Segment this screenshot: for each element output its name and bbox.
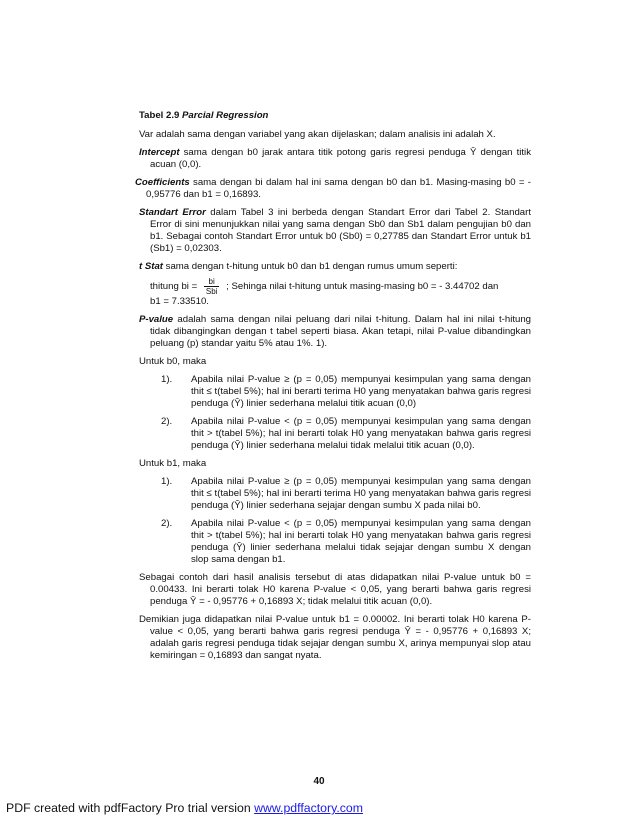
intercept-paragraph bbox=[139, 147, 531, 171]
list-item bbox=[161, 374, 531, 410]
coefficients-term: Coefficients bbox=[135, 177, 190, 188]
list-item bbox=[161, 518, 531, 566]
list-item-number: 2). bbox=[161, 416, 173, 427]
tstat-formula bbox=[139, 277, 531, 296]
pdf-footer bbox=[6, 801, 363, 815]
coefficients-text: sama dengan bi dalam hal ini sama dengan b0 dan b1. Masing-masing b0 = - 0,95776 dan b1 = 0,16893. bbox=[146, 177, 531, 200]
tstat-paragraph bbox=[139, 261, 531, 308]
list-item bbox=[161, 476, 531, 512]
table-caption bbox=[139, 110, 531, 122]
example-paragraph-2: Demikian juga didapatkan nilai P-value untuk b1 = 0.00002. Ini berarti tolak H0 karena P-value < 0,05, yang berarti bahwa garis regresi penduga Ŷ = - 0,95776 + 0,16893 X; adalah garis regresi penduga tidak sejajar dengan sumbu X, arinya mempunyai slop atau kemiringan = 0,16893 dan sangat nyata. bbox=[139, 614, 531, 661]
table-caption-label: Tabel 2.9 bbox=[139, 110, 180, 121]
list-item-number: 1). bbox=[161, 476, 173, 487]
list-item-text: Apabila nilai P-value < (p = 0,05) mempunyai kesimpulan yang sama dengan thit > t(tabel 5%); hal ini berarti tolak H0 yang menyatakan bahwa garis regresi penduga (Ŷ) linier sederhana melalui tidak sejajar dengan sumbu X dengan slop sama dengan b1. bbox=[191, 518, 531, 565]
std-error-paragraph bbox=[139, 207, 531, 255]
pvalue-term: P-value bbox=[139, 314, 174, 325]
tstat-tail: b1 = 7.33510. bbox=[150, 296, 209, 307]
list-item-text: Apabila nilai P-value ≥ (p = 0,05) mempunyai kesimpulan yang sama dengan thit ≤ t(tabel 5%); hal ini berarti terima H0 yang menyatakan bahwa garis regresi penduga (Ŷ) linier sederhana sejajar dengan sumbu X pada nilai b0. bbox=[191, 476, 531, 511]
list-item-text: Apabila nilai P-value ≥ (p = 0,05) mempunyai kesimpulan yang sama dengan thit ≤ t(tabel 5%); hal ini berarti terima H0 yang menyatakan bahwa garis regresi penduga (Ŷ) linier sederhana melalui titik acuan (0,0) bbox=[191, 374, 531, 409]
intercept-text: sama dengan b0 jarak antara titik potong garis regresi penduga Ŷ dengan titik acuan (0,0). bbox=[150, 147, 531, 170]
pvalue-paragraph bbox=[139, 314, 531, 350]
example-paragraph-1: Sebagai contoh dari hasil analisis tersebut di atas didapatkan nilai P-value untuk b0 = 0.00433. Ini berarti tolak H0 karena P-value < 0,05, yang berarti bahwa garis regresi penduga Ŷ = - 0,95776 + 0,16893 X; tidak melalui titik acuan (0,0). bbox=[139, 572, 531, 607]
intro-paragraph: Var adalah sama dengan variabel yang akan dijelaskan; dalam analisis ini adalah X. bbox=[139, 129, 496, 140]
footer-link[interactable]: www.pdffactory.com bbox=[254, 801, 363, 815]
std-error-term: Standart Error bbox=[139, 207, 206, 218]
coefficients-paragraph bbox=[135, 177, 531, 201]
tstat-term: t Stat bbox=[139, 261, 163, 272]
list-item-number: 2). bbox=[161, 518, 173, 529]
intercept-term: Intercept bbox=[139, 147, 180, 158]
b0-list bbox=[161, 374, 531, 452]
list-item-text: Apabila nilai P-value < (p = 0,05) mempunyai kesimpulan yang sama dengan thit > t(tabel 5%); hal ini berarti tolak H0 yang menyatakan bahwa garis regresi penduga (Ŷ) linier sederhana melalui tidak melalui titik acuan (0,0). bbox=[191, 416, 531, 451]
content-column bbox=[135, 110, 531, 668]
fraction-numerator: bi bbox=[204, 277, 220, 287]
b1-heading: Untuk b1, maka bbox=[139, 458, 207, 469]
list-item-number: 1). bbox=[161, 374, 173, 385]
pvalue-text: adalah sama dengan nilai peluang dari nilai t-hitung. Dalam hal ini nilai t-hitung tidak dibangingkan dengan t tabel seperti biasa. Akan tetapi, nilai P-value dibandingkan peluang (p) standar yaitu 5% atau 1%. 1). bbox=[150, 314, 531, 349]
b1-list bbox=[161, 476, 531, 566]
tstat-text: sama dengan t-hitung untuk b0 dan b1 dengan rumus umum seperti: bbox=[162, 261, 458, 272]
formula-lhs: thitung bi = bbox=[150, 281, 198, 293]
footer-text: PDF created with pdfFactory Pro trial version bbox=[6, 801, 255, 815]
page-number: 40 bbox=[313, 776, 325, 787]
std-error-text: dalam Tabel 3 ini berbeda dengan Standart Error dari Tabel 2. Standart Error di sini menunjukkan nilai yang sama dengan Sb0 dan Sb1 dalam pengujian b0 dan b1. Sebagai contoh Standart Error untuk b0 (Sb0) = 0,27785 dan Standart Error untuk b1 (Sb1) = 0,02303. bbox=[150, 207, 531, 254]
fraction-denominator: Sbi bbox=[205, 287, 218, 296]
formula-fraction bbox=[204, 277, 220, 296]
table-caption-term: Parcial Regression bbox=[182, 110, 269, 121]
list-item bbox=[161, 416, 531, 452]
b0-heading: Untuk b0, maka bbox=[139, 356, 207, 367]
formula-rhs: ; Sehinga nilai t-hitung untuk masing-masing b0 = - 3.44702 dan bbox=[226, 281, 499, 293]
